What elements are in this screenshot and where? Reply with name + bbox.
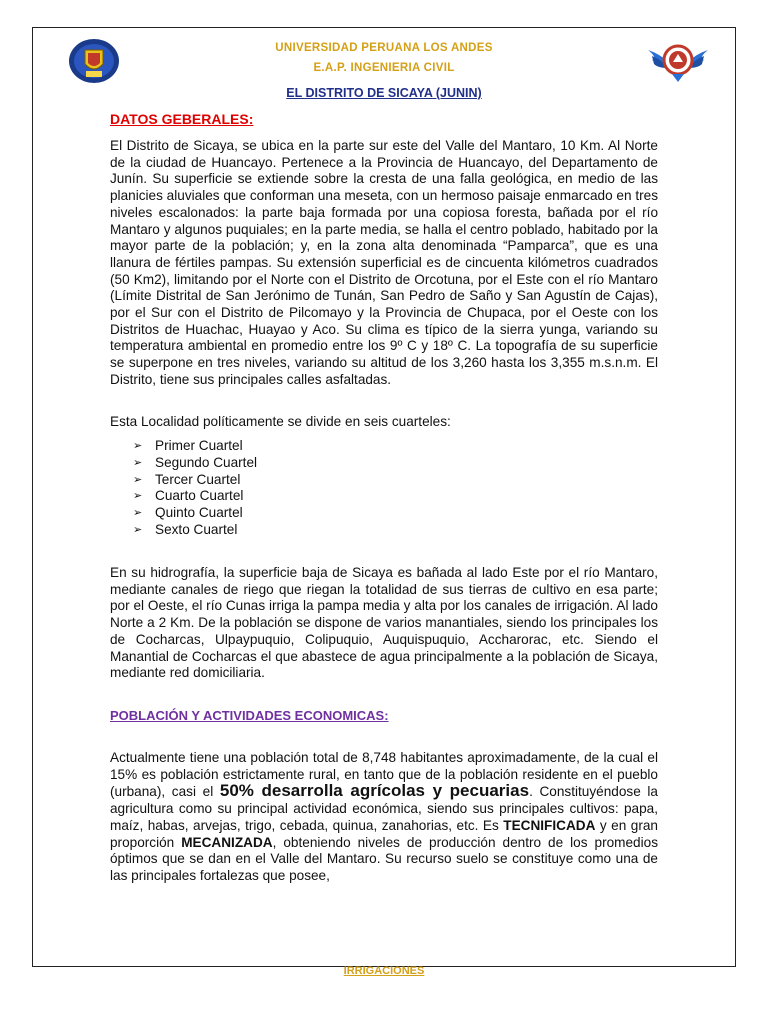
list-item: ➢ Tercer Cuartel (133, 471, 241, 487)
list-item: ➢ Primer Cuartel (133, 438, 243, 453)
paragraph-location: El Distrito de Sicaya, se ubica en la parte sur este del Valle del Mantaro, 10 Km. Al Norte de la ciudad de Huancayo. Pertenece a la Provincia de Huancayo, del Departamento de Junín. Su superficie se extiende sobre la cresta de una falla geológica, en medio de las planicies aluviales que conforman una meseta, con un hermoso paisaje enmarcado en tres niveles escalonados: la parte baja formada por una copiosa foresta, bañada por el río Mantaro y algunos puquiales; en la parte media, se halla el centro poblado, habitado por la mayor parte de la población; y, en la zona alta denominada “Pamparca”, que es una llanura de fértiles pampas. Su extensión superficial es de cincuenta kilómetros cuadrados (50 Km2), limitando por el Norte con el Distrito de Orcotuna, por el Este con el río Mantaro (Límite Distrital de San Jerónimo de Tunán, San Pedro de Saño y San Agustín de Cajas), por el Sur con el Distrito de Pilcomayo y la Provincia de Chupaca, por el Oeste con los Distritos de Huachac, Huayao y Aco. Su clima es típico de la sierra yunga, variando su temperatura ambiental en promedio entre los 9º C y 18º C. La topografía de su superficie se superpone en tres niveles, variando su altitud de los 3,260 hasta los 3,355 m.s.n.m. El Distrito, tiene sus principales calles asfaltadas. (110, 138, 658, 387)
arrowhead-bullet-icon: ➢ (133, 490, 143, 503)
emphasis-text: MECANIZADA (181, 834, 273, 850)
arrowhead-bullet-icon: ➢ (133, 473, 143, 486)
list-item: ➢ Quinto Cuartel (133, 505, 243, 521)
cuarteles-list (133, 438, 257, 539)
page-footer: IRRIGACIONES (343, 965, 425, 977)
list-item: ➢ Segundo Cuartel (133, 454, 258, 470)
paragraph-population: Actualmente tiene una población total de 8,748 habitantes aproximadamente, de la cual el 15% es población estrictamente rural, en tanto que de la población residente en el pueblo (urbana), casi el 50% desarrolla agrícolas y pecuarias. Constituyéndose la agricultura como su principal actividad económica, siendo sus principales cultivos: papa, maíz, habas, arvejas, trigo, cebada, quinua, zanahorias, etc. Es TECNIFICADA y en gran proporción MECANIZADA, obteniendo niveles de producción dentro de los promedios óptimos que se dan en el Valle del Mantaro. Su recurso suelo se constituye como una de las principales fortalezas que posee, (110, 750, 658, 883)
paragraph-cuarteles-intro: Esta Localidad políticamente se divide en seis cuarteles: (110, 414, 451, 429)
list-item: ➢ Sexto Cuartel (133, 521, 238, 537)
school-name: E.A.P. INGENIERIA CIVIL (313, 62, 455, 74)
emphasis-text: TECNIFICADA (503, 817, 596, 833)
document-title: EL DISTRITO DE SICAYA (JUNIN) (286, 86, 482, 100)
university-name: UNIVERSIDAD PERUANA LOS ANDES (275, 42, 493, 54)
paragraph-hydrography: En su hidrografía, la superficie baja de Sicaya es bañada al lado Este por el río Mantaro, mediante canales de riego que riegan la totalidad de sus tierras de cultivo en esa parte; por el Oeste, el río Cunas irriga la pampa media y alta por los canales de irrigación. Al lado Norte a 2 Km. De la población se dispone de varios manantiales, siendo los principales los de Cocharcas, Ulpaypuquio, Colipuquio, Auquispuquio, Accharorac, etc. Siendo el Manantial de Cocharcas el que abastece de agua principalmente a la población de Sicaya, mediante red domiciliaria. (110, 565, 658, 681)
section-heading-poblacion: POBLACIÓN Y ACTIVIDADES ECONOMICAS: (110, 708, 389, 723)
arrowhead-bullet-icon: ➢ (133, 507, 143, 520)
list-item: ➢ Cuarto Cuartel (133, 488, 244, 504)
section-heading-datos: DATOS GEBERALES: (110, 111, 254, 127)
highlight-text: 50% desarrolla agrícolas y pecuarias (219, 781, 530, 801)
arrowhead-bullet-icon: ➢ (133, 456, 143, 469)
arrowhead-bullet-icon: ➢ (133, 523, 143, 536)
arrowhead-bullet-icon: ➢ (133, 440, 143, 452)
